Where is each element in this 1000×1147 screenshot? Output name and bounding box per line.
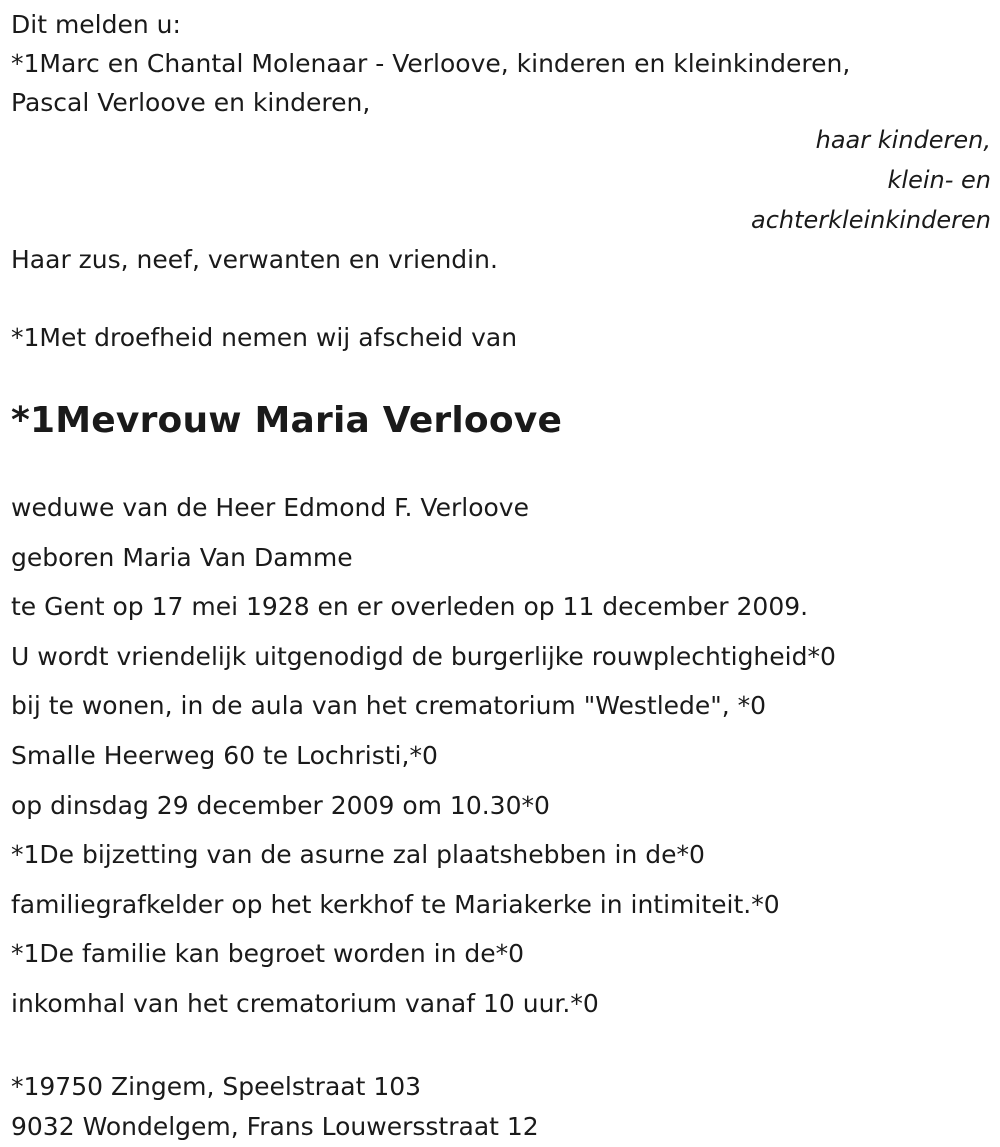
announcers-block (11, 0, 991, 122)
detail-line: *1De bijzetting van de asurne zal plaatshebben in de*0 (11, 840, 705, 870)
others-line: Haar zus, neef, verwanten en vriendin. (11, 245, 498, 274)
notice-header: Dit melden u: (11, 10, 181, 39)
detail-line: inkomhal van het crematorium vanaf 10 uur.*0 (11, 988, 599, 1018)
detail-line: *1De familie kan begroet worden in de*0 (11, 939, 525, 969)
detail-line: bij te wonen, in de aula van het crematorium "Westlede", *0 (11, 691, 767, 721)
addresses-block (11, 1067, 991, 1147)
detail-line: geboren Maria Van Damme (11, 542, 353, 572)
relations-block (11, 120, 991, 240)
relation-line: klein- en (887, 166, 991, 194)
details-block (11, 483, 991, 1029)
detail-line: weduwe van de Heer Edmond F. Verloove (11, 493, 529, 522)
deceased-name: *1Mevrouw Maria Verloove (11, 400, 563, 441)
intro-line: *1Met droefheid nemen wij afscheid van (11, 323, 518, 352)
relation-line: achterkleinkinderen (751, 206, 991, 234)
detail-line: op dinsdag 29 december 2009 om 10.30*0 (11, 790, 550, 820)
relation-line: haar kinderen, (815, 126, 991, 154)
address-line: *19750 Zingem, Speelstraat 103 (11, 1071, 422, 1101)
announcer-line: *1Marc en Chantal Molenaar - Verloove, kinderen en kleinkinderen, (11, 49, 851, 78)
announcer-line: Pascal Verloove en kinderen, (11, 88, 371, 117)
detail-line: te Gent op 17 mei 1928 en er overleden op 11 december 2009. (11, 592, 809, 622)
detail-line: familiegrafkelder op het kerkhof te Mariakerke in intimiteit.*0 (11, 889, 780, 919)
death-notice (11, 0, 991, 1147)
detail-line: Smalle Heerweg 60 te Lochristi,*0 (11, 740, 438, 770)
address-line: 9032 Wondelgem, Frans Louwersstraat 12 (11, 1111, 539, 1141)
detail-line: U wordt vriendelijk uitgenodigd de burgerlijke rouwplechtigheid*0 (11, 641, 836, 671)
